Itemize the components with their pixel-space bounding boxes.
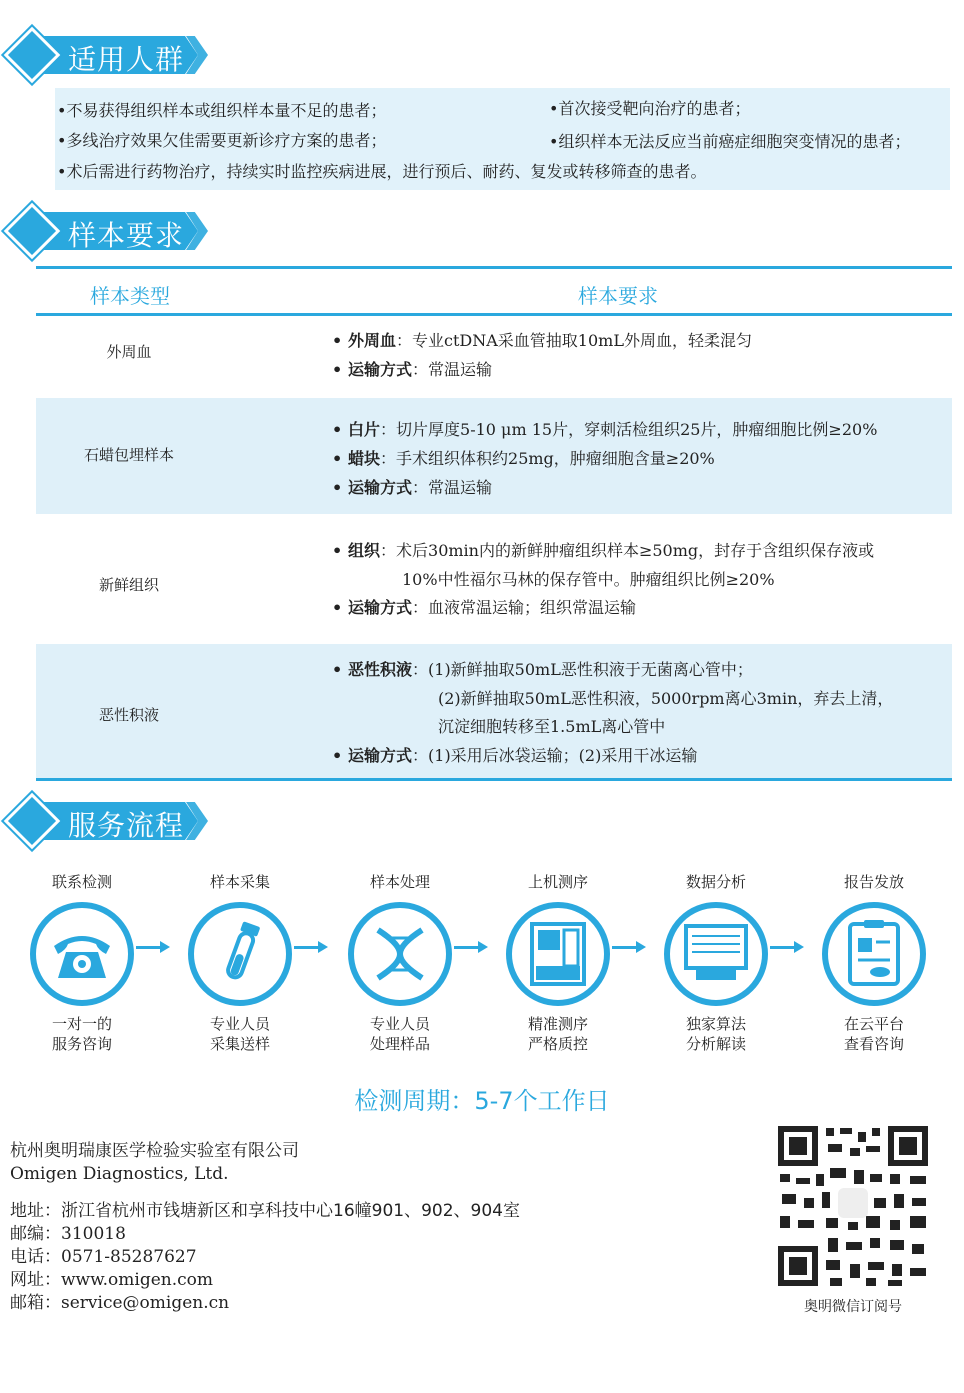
process-step bbox=[656, 870, 776, 1054]
step-label: 联系检测 bbox=[51, 873, 112, 891]
process-step bbox=[340, 870, 460, 1054]
section-title: 服务流程 bbox=[68, 809, 185, 842]
table-row bbox=[36, 644, 952, 778]
qr-caption: 奥明微信订阅号 bbox=[804, 1299, 902, 1315]
list-item: •术后需进行药物治疗，持续实时监控疾病进展，进行预后、耐药、复发或转移筛查的患者。 bbox=[57, 162, 707, 181]
step-label: 数据分析 bbox=[685, 873, 746, 891]
table-row bbox=[36, 316, 952, 398]
clipboard-icon bbox=[822, 902, 926, 1006]
computer-icon bbox=[664, 902, 768, 1006]
step-label: 样本处理 bbox=[369, 873, 430, 891]
company-name-en: Omigen Diagnostics, Ltd. bbox=[10, 1164, 229, 1184]
zip-code: 邮编：310018 bbox=[10, 1224, 126, 1244]
test-tube-icon bbox=[188, 902, 292, 1006]
step-caption: 独家算法 分析解读 bbox=[685, 1015, 746, 1053]
arrow-icon bbox=[136, 946, 162, 949]
list-item: •不易获得组织样本或组织样本量不足的患者； bbox=[57, 101, 387, 120]
requirement-line: (2)新鲜抽取50mL恶性积液，5000rpm离心3min，弃去上清， bbox=[438, 689, 894, 708]
requirement-line: • 外周血：专业ctDNA采血管抽取10mL外周血，轻柔混匀 bbox=[332, 331, 752, 350]
qr-code-icon bbox=[770, 1118, 936, 1294]
detection-period: 检测周期：5-7个工作日 bbox=[354, 1087, 610, 1115]
table-row bbox=[36, 514, 952, 644]
section-title: 适用人群 bbox=[68, 43, 185, 76]
step-caption: 一对一的 服务咨询 bbox=[51, 1015, 112, 1053]
crowd-list bbox=[55, 88, 950, 190]
step-label: 上机测序 bbox=[527, 873, 588, 891]
column-header: 样本要求 bbox=[578, 284, 658, 308]
divider bbox=[36, 778, 952, 781]
diamond-icon bbox=[4, 203, 61, 260]
table-row bbox=[36, 398, 952, 514]
list-item: •组织样本无法反应当前癌症细胞突变情况的患者； bbox=[549, 132, 911, 151]
company-info bbox=[10, 1140, 520, 1315]
section-header-crowd bbox=[8, 30, 208, 80]
process-step bbox=[22, 870, 142, 1054]
diamond-icon bbox=[4, 793, 61, 850]
requirement-line: • 运输方式：(1)采用后冰袋运输；(2)采用干冰运输 bbox=[332, 746, 698, 765]
step-caption: 专业人员 采集送样 bbox=[209, 1015, 270, 1053]
process-step bbox=[814, 870, 934, 1054]
sample-type: 石蜡包埋样本 bbox=[84, 446, 175, 464]
requirement-line: • 恶性积液：(1)新鲜抽取50mL恶性积液于无菌离心管中； bbox=[332, 660, 753, 679]
table-header bbox=[36, 266, 952, 316]
step-caption: 精准测序 严格质控 bbox=[527, 1015, 588, 1053]
sample-type: 恶性积液 bbox=[98, 706, 159, 724]
step-caption: 专业人员 处理样品 bbox=[369, 1015, 430, 1053]
requirement-line: • 运输方式：常温运输 bbox=[332, 360, 493, 379]
address: 地址：浙江省杭州市钱塘新区和享科技中心16幢901、902、904室 bbox=[10, 1201, 520, 1221]
requirement-line: • 运输方式：常温运输 bbox=[332, 478, 493, 497]
column-header: 样本类型 bbox=[90, 284, 170, 308]
process-step bbox=[498, 870, 618, 1054]
email-link[interactable]: 邮箱：service@omigen.cn bbox=[10, 1293, 230, 1313]
requirement-line: 沉淀细胞转移至1.5mL离心管中 bbox=[438, 717, 666, 736]
arrow-icon bbox=[294, 946, 320, 949]
website-link[interactable]: 网址：www.omigen.com bbox=[10, 1270, 214, 1290]
list-item: •首次接受靶向治疗的患者； bbox=[549, 99, 751, 118]
requirement-line: • 白片：切片厚度5-10 μm 15片，穿刺活检组织25片，肿瘤细胞比例≥20% bbox=[332, 420, 878, 439]
company-name-cn: 杭州奥明瑞康医学检验实验室有限公司 bbox=[10, 1141, 299, 1161]
phone: 电话：0571-85287627 bbox=[10, 1247, 197, 1267]
requirement-line: • 组织：术后30min内的新鲜肿瘤组织样本≥50mg，封存于含组织保存液或 bbox=[332, 541, 875, 560]
process-step bbox=[180, 870, 300, 1054]
arrow-icon bbox=[770, 946, 796, 949]
arrow-icon bbox=[612, 946, 638, 949]
section-title: 样本要求 bbox=[68, 219, 185, 252]
sample-type: 外周血 bbox=[106, 343, 152, 361]
sample-type: 新鲜组织 bbox=[98, 576, 159, 594]
step-caption: 在云平台 查看咨询 bbox=[843, 1015, 904, 1053]
section-header-service bbox=[8, 796, 208, 846]
telephone-icon bbox=[30, 902, 134, 1006]
requirement-line: • 蜡块：手术组织体积约25mg，肿瘤细胞含量≥20% bbox=[332, 449, 715, 468]
step-label: 报告发放 bbox=[843, 873, 904, 891]
step-label: 样本采集 bbox=[209, 873, 270, 891]
arrow-icon bbox=[454, 946, 480, 949]
diamond-icon bbox=[4, 27, 61, 84]
requirement-line: 10%中性福尔马林的保存管中。肿瘤组织比例≥20% bbox=[402, 570, 775, 589]
requirement-line: • 运输方式：血液常温运输；组织常温运输 bbox=[332, 598, 637, 617]
dna-icon bbox=[348, 902, 452, 1006]
list-item: •多线治疗效果欠佳需要更新诊疗方案的患者； bbox=[57, 131, 387, 150]
sequencer-icon bbox=[506, 902, 610, 1006]
section-header-sample bbox=[8, 206, 208, 256]
